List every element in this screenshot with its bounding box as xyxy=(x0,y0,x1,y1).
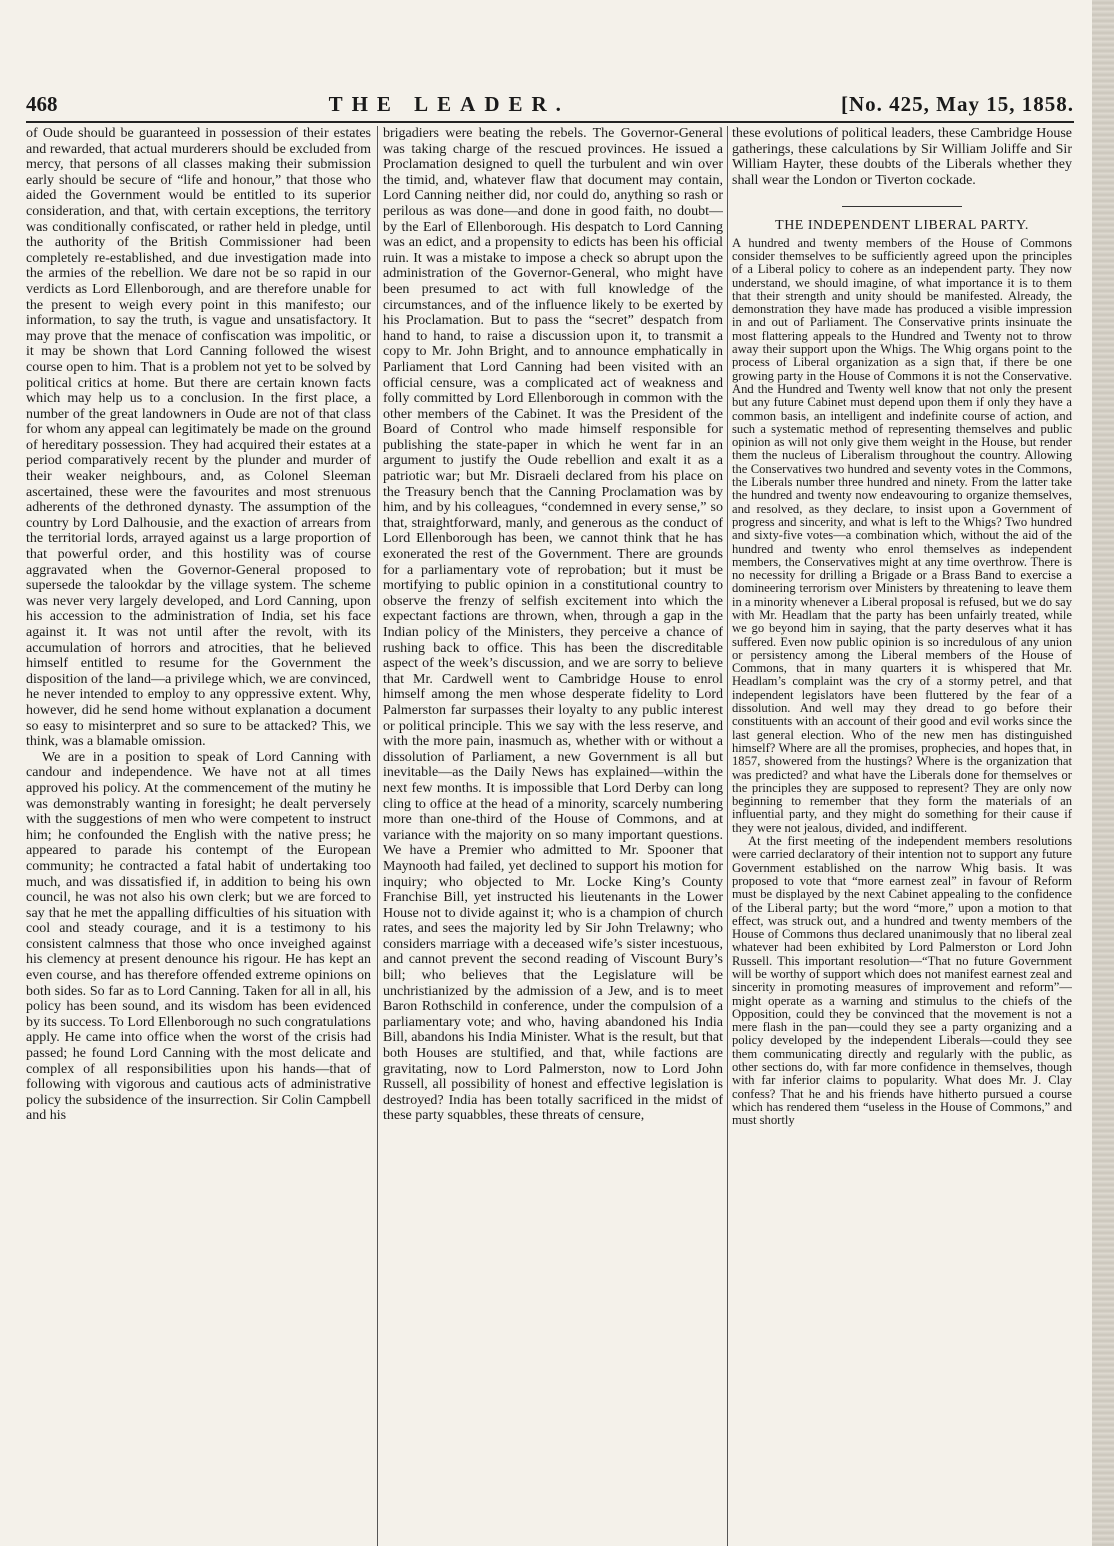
column-2-paragraph-1: brigadiers were beating the rebels. The Governor-General was taking charge of the rescued provinces. He issued a Proclamation designed to quell the turbulent and win over the timid, and, whatever flaw that document may contain, Lord Canning neither did, nor could do, anything so rash or perilous as was done—and done in good faith, no doubt—by the Earl of Ellenborough. His despatch to Lord Canning was an edict, and a propensity to edicts has been his official ruin. It was a mistake to impose a check so abrupt upon the administration of the Governor-General, who might have been presumed to act with full knowledge of the circumstances, and of the influence likely to be exerted by his Proclamation. But to pass the “secret” despatch from hand to hand, to raise a discussion upon it, to transmit a copy to Mr. John Bright, and to announce emphatically in Parliament that Lord Canning had been visited with an official censure, was a complicated act of weakness and folly committed by Lord Ellenborough in common with the other members of the Cabinet. It was the President of the Board of Control who made himself responsible for publishing the state-paper in which he went far in an argument to justify the Oude rebellion and exalt it as a patriotic war; but Mr. Disraeli declared from his place on the Treasury bench that the Canning Proclamation was by him, and by his colleagues, “condemned in every sense,” so that, straightforward, manly, and generous as the conduct of Lord Ellenborough has been, we cannot think that he has exonerated the rest of the Government. There are grounds for a parliamentary vote of reprobation; but it must be mortifying to public opinion in a constitutional country to observe the frenzy of selfish excitement into which the expectant factions are thrown, when, through a gap in the Indian policy of the Ministers, they perceive a chance of rushing back to office. This has been the discreditable aspect of the week’s discussion, and we are sorry to believe that Mr. Cardwell went to Cambridge House to enrol himself among the men whose desperate fidelity to Lord Palmerston far surpasses their loyalty to any public interest or political principle. This we say with the less reserve, and with the more pain, inasmuch as, whether with or without a dissolution of Parliament, a new Government is all but inevitable—as the Daily News has explained—within the next few months. It is impossible that Lord Derby can long cling to office at the head of a minority, scarcely numbering more than one-third of the House of Commons, and at variance with the majority on so many important questions. We have a Premier who admitted to Mr. Spooner that Maynooth had failed, yet declined to support his motion for inquiry; who objected to Mr. Locke King’s County Franchise Bill, yet instructed his lieutenants in the Lower House not to divide against it; who is a champion of church rates, and sees the majority led by Sir John Trelawny; who considers marriage with a deceased wife’s sister incestuous, and cannot prevent the second reading of Viscount Bury’s bill; who believes that the Legislature will be unchristianized by the admission of a Jew, and is to meet Baron Rothschild in conference, under the compulsion of a parliamentary vote; and who, having abandoned his India Bill, abandons his India Minister. What is the result, but that both Houses are stultified, and that, while factions are gravitating, now to Lord Palmerston, now to Lord John Russell, all possibility of honest and effective legislation is destroyed? India has been totally sacrificed in the midst of these party squabbles, these threats of censure, xyxy=(383,126,723,1124)
column-1 xyxy=(26,126,371,1546)
column-1-paragraph-1: of Oude should be guaranteed in possession of their estates and rewarded, that actual murderers should be excluded from mercy, that persons of all classes making their submission early should be secure of “life and honour,” that those who aided the Government would be entitled to its superior consideration, and that, with certain exceptions, the territory was conditionally confiscated, or rather held in pledge, until the authority of the British Commissioner had been completely re-established, and due investigation made into the armies of the rebellion. We dare not be so rapid in our verdicts as Lord Ellenborough, and are therefore unable for the present to weigh every point in this manifesto; our information, to say the truth, is vague and unsatisfactory. It may prove that the menace of confiscation was impolitic, or it may be shown that Lord Canning followed the wisest course open to him. That is a problem not yet to be solved by political critics at home. But there are certain known facts which may help us to a conclusion. In the first place, a number of the great landowners in Oude are not of that class for whom any appeal can legitimately be made on the ground of hereditary possession. They had acquired their estates at a period comparatively recent by the plunder and murder of their weaker neighbours, and, as Colonel Sleeman ascertained, these were the favourites and most strenuous adherents of the dethroned dynasty. The assumption of the country by Lord Dalhousie, and the exaction of arrears from the territorial lords, arrayed against us a large proportion of that powerful order, and this hostility was of course aggravated when the Governor-General proposed to supersede the talookdar by the village system. The scheme was never very largely developed, and Lord Canning, upon his accession to the administration of India, set his face against it. It was not until after the revolt, with its accumulation of horrors and atrocities, that he believed himself entitled to resume for the Government the disposition of the land—a privilege which, we are convinced, he never intended to employ to any oppressive extent. Why, however, did he send home without explanation a document so easy to misinterpret and so sure to be attacked? This, we think, was a blamable omission. xyxy=(26,126,371,750)
column-1-paragraph-2: We are in a position to speak of Lord Canning with candour and independence. We have not at all times approved his policy. At the commencement of the mutiny he was demonstrably wanting in foresight; he dealt perversely with the suggestions of men who were competent to instruct him; he confounded the English with the native press; he appeared to parade his contempt of the European community; he contracted a fatal habit of undertaking too much, and was dissatisfied if, in addition to being his own council, he was not also his own clerk; but we are forced to say that he met the appalling difficulties of his situation with cool and steady courage, and it is a testimony to his consistent calmness that those who once inveighed against his clemency at present denounce his rigour. He has kept an even course, and has therefore offended extreme opinions on both sides. So far as to Lord Canning. Taken for all in all, his policy has been sound, and its wisdom has been evidenced by its success. To Lord Ellenborough no such congratulations apply. He came into office when the worst of the crisis had passed; he found Lord Canning with the most delicate and complex of all responsibilities upon his hands—that of following with vigorous and cautious acts of administrative policy the subsidence of the insurrection. Sir Colin Campbell and his xyxy=(26,749,371,1124)
column-3-paragraph-2: At the first meeting of the independent members resolutions were carried declaratory of their intention not to support any future Government established on the narrow Whig basis. It was proposed to vote that “more earnest zeal” in favour of Reform must be displayed by the next Cabinet appealing to the confidence of the Liberal party; but the word “more,” upon a motion to that effect, was struck out, and a hundred and twenty members of the House of Commons thus declared unanimously that no liberal zeal whatever had been exhibited by Lord Palmerston or Lord John Russell. This important resolution—“That no future Government will be worthy of support which does not manifest earnest zeal and sincerity in promoting measures of improvement and reform”—might operate as a warning and stimulus to the chiefs of the Opposition, could they be convinced that the movement is not a mere flash in the pan—could they see a party organizing and a policy developed by the independent Liberals—could they see them communicating directly and regularly with the public, as other sections do, with far more confidence in themselves, though with far inferior claims to popularity. What does Mr. J. Clay confess? That he and his friends have hitherto pursued a course which has rendered them “useless in the House of Commons,” and must shortly xyxy=(732,834,1072,1128)
section-title: THE INDEPENDENT LIBERAL PARTY. xyxy=(775,218,1029,234)
page-header xyxy=(26,92,1074,122)
column-3-paragraph-1: A hundred and twenty members of the House of Commons consider themselves to be sufficiently agreed upon the principles of a Liberal policy to cohere as an independent party. They now understand, we should imagine, of what importance it is to them that their strength and unity should be manifested. Already, the demonstration they have made has produced a visible impression in and out of Parliament. The Conservative prints insinuate the most flattering appeals to the Hundred and Twenty not to throw away their support upon the Whigs. The Whig organs point to the process of Liberal organization as a sign that, if there be one growing party in the House of Commons it is not the Conservative. And the Hundred and Twenty well know that not only the present but any future Cabinet must depend upon them if only they have a common basis, an intelligent and indefinite course of action, and such a systematic method of representing themselves and public opinion as will not only give them weight in the House, but render them the nucleus of Liberalism throughout the country. Allowing the Conservatives two hundred and seventy votes in the Commons, the Liberals number three hundred and ninety. From the latter take the hundred and twenty now endeavouring to organize themselves, and resolved, as they declare, to insist upon a Government of progress and sincerity, and what is left to the Whigs? Two hundred and sixty-five votes—a combination which, without the aid of the hundred and twenty who enrol themselves as independent members, the Conservatives might at any time overthrow. There is no necessity for drilling a Brigade or a Brass Band to exercise a domineering terrorism over Ministers by threatening to leave them in a minority whenever a Liberal proposal is refused, but we do say with Mr. Headlam that the party has been unfairly treated, while we go beyond him in saying, that the party deserves what it has suffered. Even now public opinion is so incredulous of any union or persistency among the Liberal members of the House of Commons, that in many quarters it is whispered that Mr. Headlam’s complaint was the cry of a stormy petrel, and that independent legislators have been fluttered by the fear of a dissolution. And well may they dread to go before their constituents with an account of their good and evil works since the last general election. Who of the new men has distinguished himself? Where are all the promises, prophecies, and hopes that, in 1857, showered from the hustings? Where is the organization that was predicted? and what have the Liberals done for themselves or the principles they are supposed to represent? They are only now beginning to remember that they form the materials of an influential party, and they might do something for their cause if they were not jealous, divided, and indifferent. xyxy=(732,235,1072,835)
masthead-title: THE LEADER. xyxy=(328,92,570,116)
column-divider-1 xyxy=(377,126,378,1546)
column-3 xyxy=(732,126,1072,1546)
column-divider-2 xyxy=(727,126,728,1546)
header-rule xyxy=(26,121,1074,123)
column-3-intro: these evolutions of political leaders, these Cambridge House gatherings, these calculations by Sir William Joliffe and Sir William Hayter, these doubts of the Liberals whether they shall wear the London or Tiverton cockade. xyxy=(732,126,1072,188)
section-divider xyxy=(842,206,962,207)
page-edge-shadow xyxy=(1092,0,1114,1546)
column-2 xyxy=(383,126,723,1546)
issue-info: [No. 425, May 15, 1858. xyxy=(841,92,1074,116)
page-number: 468 xyxy=(26,92,58,116)
